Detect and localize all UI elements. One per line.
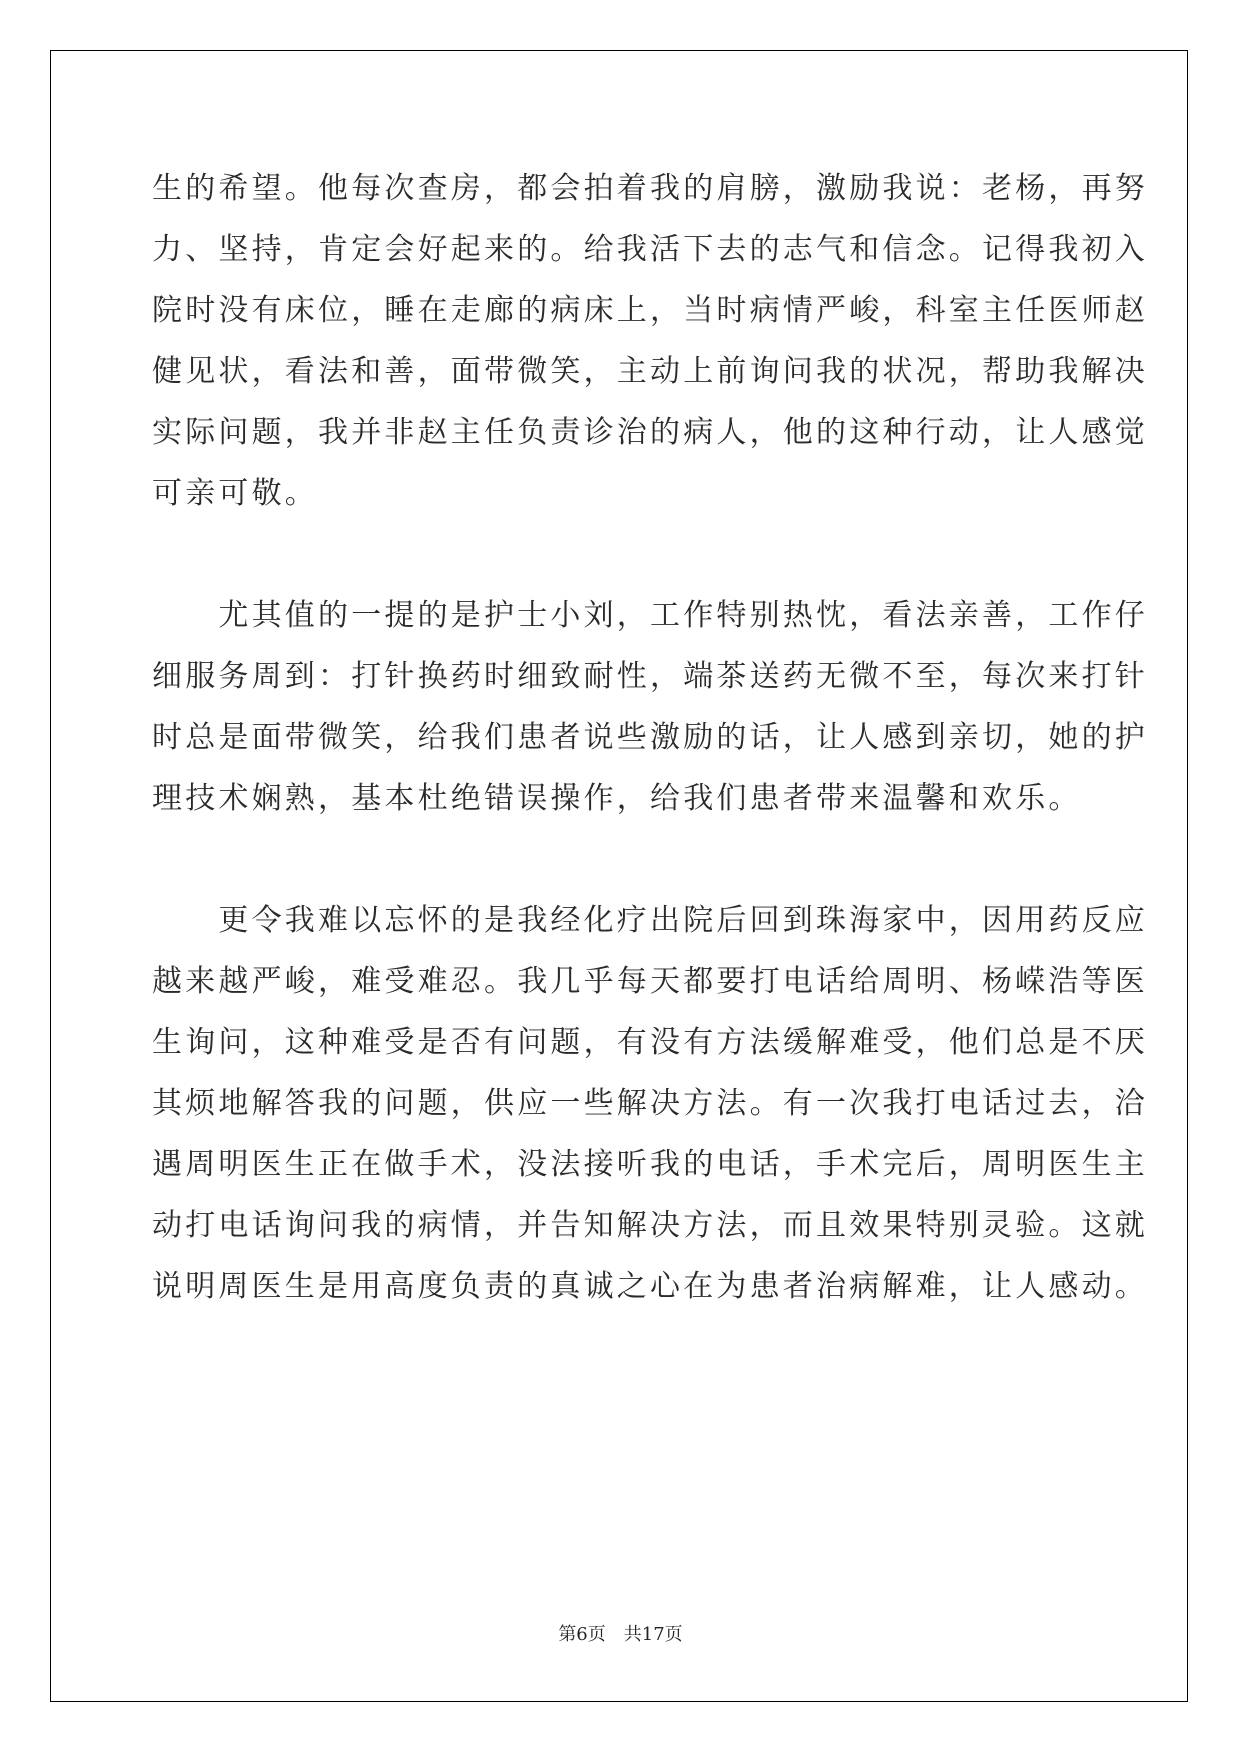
text-line: 生的希望。他每次查房，都会拍着我的肩膀，激励我说：老杨，再努 [152, 171, 1148, 206]
text-line: 理技术娴熟，基本杜绝错误操作，给我们患者带来温馨和欢乐。 [152, 781, 1082, 816]
text-line: 健见状，看法和善，面带微笑，主动上前询问我的状况，帮助我解决 [152, 354, 1148, 389]
text-line: 更令我难以忘怀的是我经化疗出院后回到珠海家中，因用药反应 [152, 903, 1148, 938]
text-line: 动打电话询问我的病情，并告知解决方法，而且效果特别灵验。这就 [152, 1208, 1148, 1243]
text-line: 其烦地解答我的问题，供应一些解决方法。有一次我打电话过去，洽 [152, 1086, 1148, 1121]
paragraph-gap [152, 524, 1084, 585]
text-line: 可亲可敬。 [152, 476, 318, 511]
text-line: 力、坚持，肯定会好起来的。给我活下去的志气和信念。记得我初入 [152, 232, 1148, 267]
text-line: 尤其值的一提的是护士小刘，工作特别热忱，看法亲善，工作仔 [152, 598, 1148, 633]
paragraph-gap [152, 829, 1084, 890]
text-line: 院时没有床位，睡在走廊的病床上，当时病情严峻，科室主任医师赵 [152, 293, 1148, 328]
text-line: 说明周医生是用高度负责的真诚之心在为患者治病解难，让人感动。 [152, 1269, 1148, 1304]
text-line: 实际问题，我并非赵主任负责诊治的病人，他的这种行动，让人感觉 [152, 415, 1148, 450]
text-line: 时总是面带微笑，给我们患者说些激励的话，让人感到亲切，她的护 [152, 720, 1148, 755]
text-line: 遇周明医生正在做手术，没法接听我的电话，手术完后，周明医生主 [152, 1147, 1148, 1182]
text-line: 越来越严峻，难受难忍。我几乎每天都要打电话给周明、杨嵘浩等医 [152, 964, 1148, 999]
text-line: 细服务周到：打针换药时细致耐性，端茶送药无微不至，每次来打针 [152, 659, 1148, 694]
page-number: 第6页 共17页 [558, 1624, 683, 1645]
text-line: 生询问，这种难受是否有问题，有没有方法缓解难受，他们总是不厌 [152, 1025, 1148, 1060]
document-body [152, 158, 1148, 1317]
